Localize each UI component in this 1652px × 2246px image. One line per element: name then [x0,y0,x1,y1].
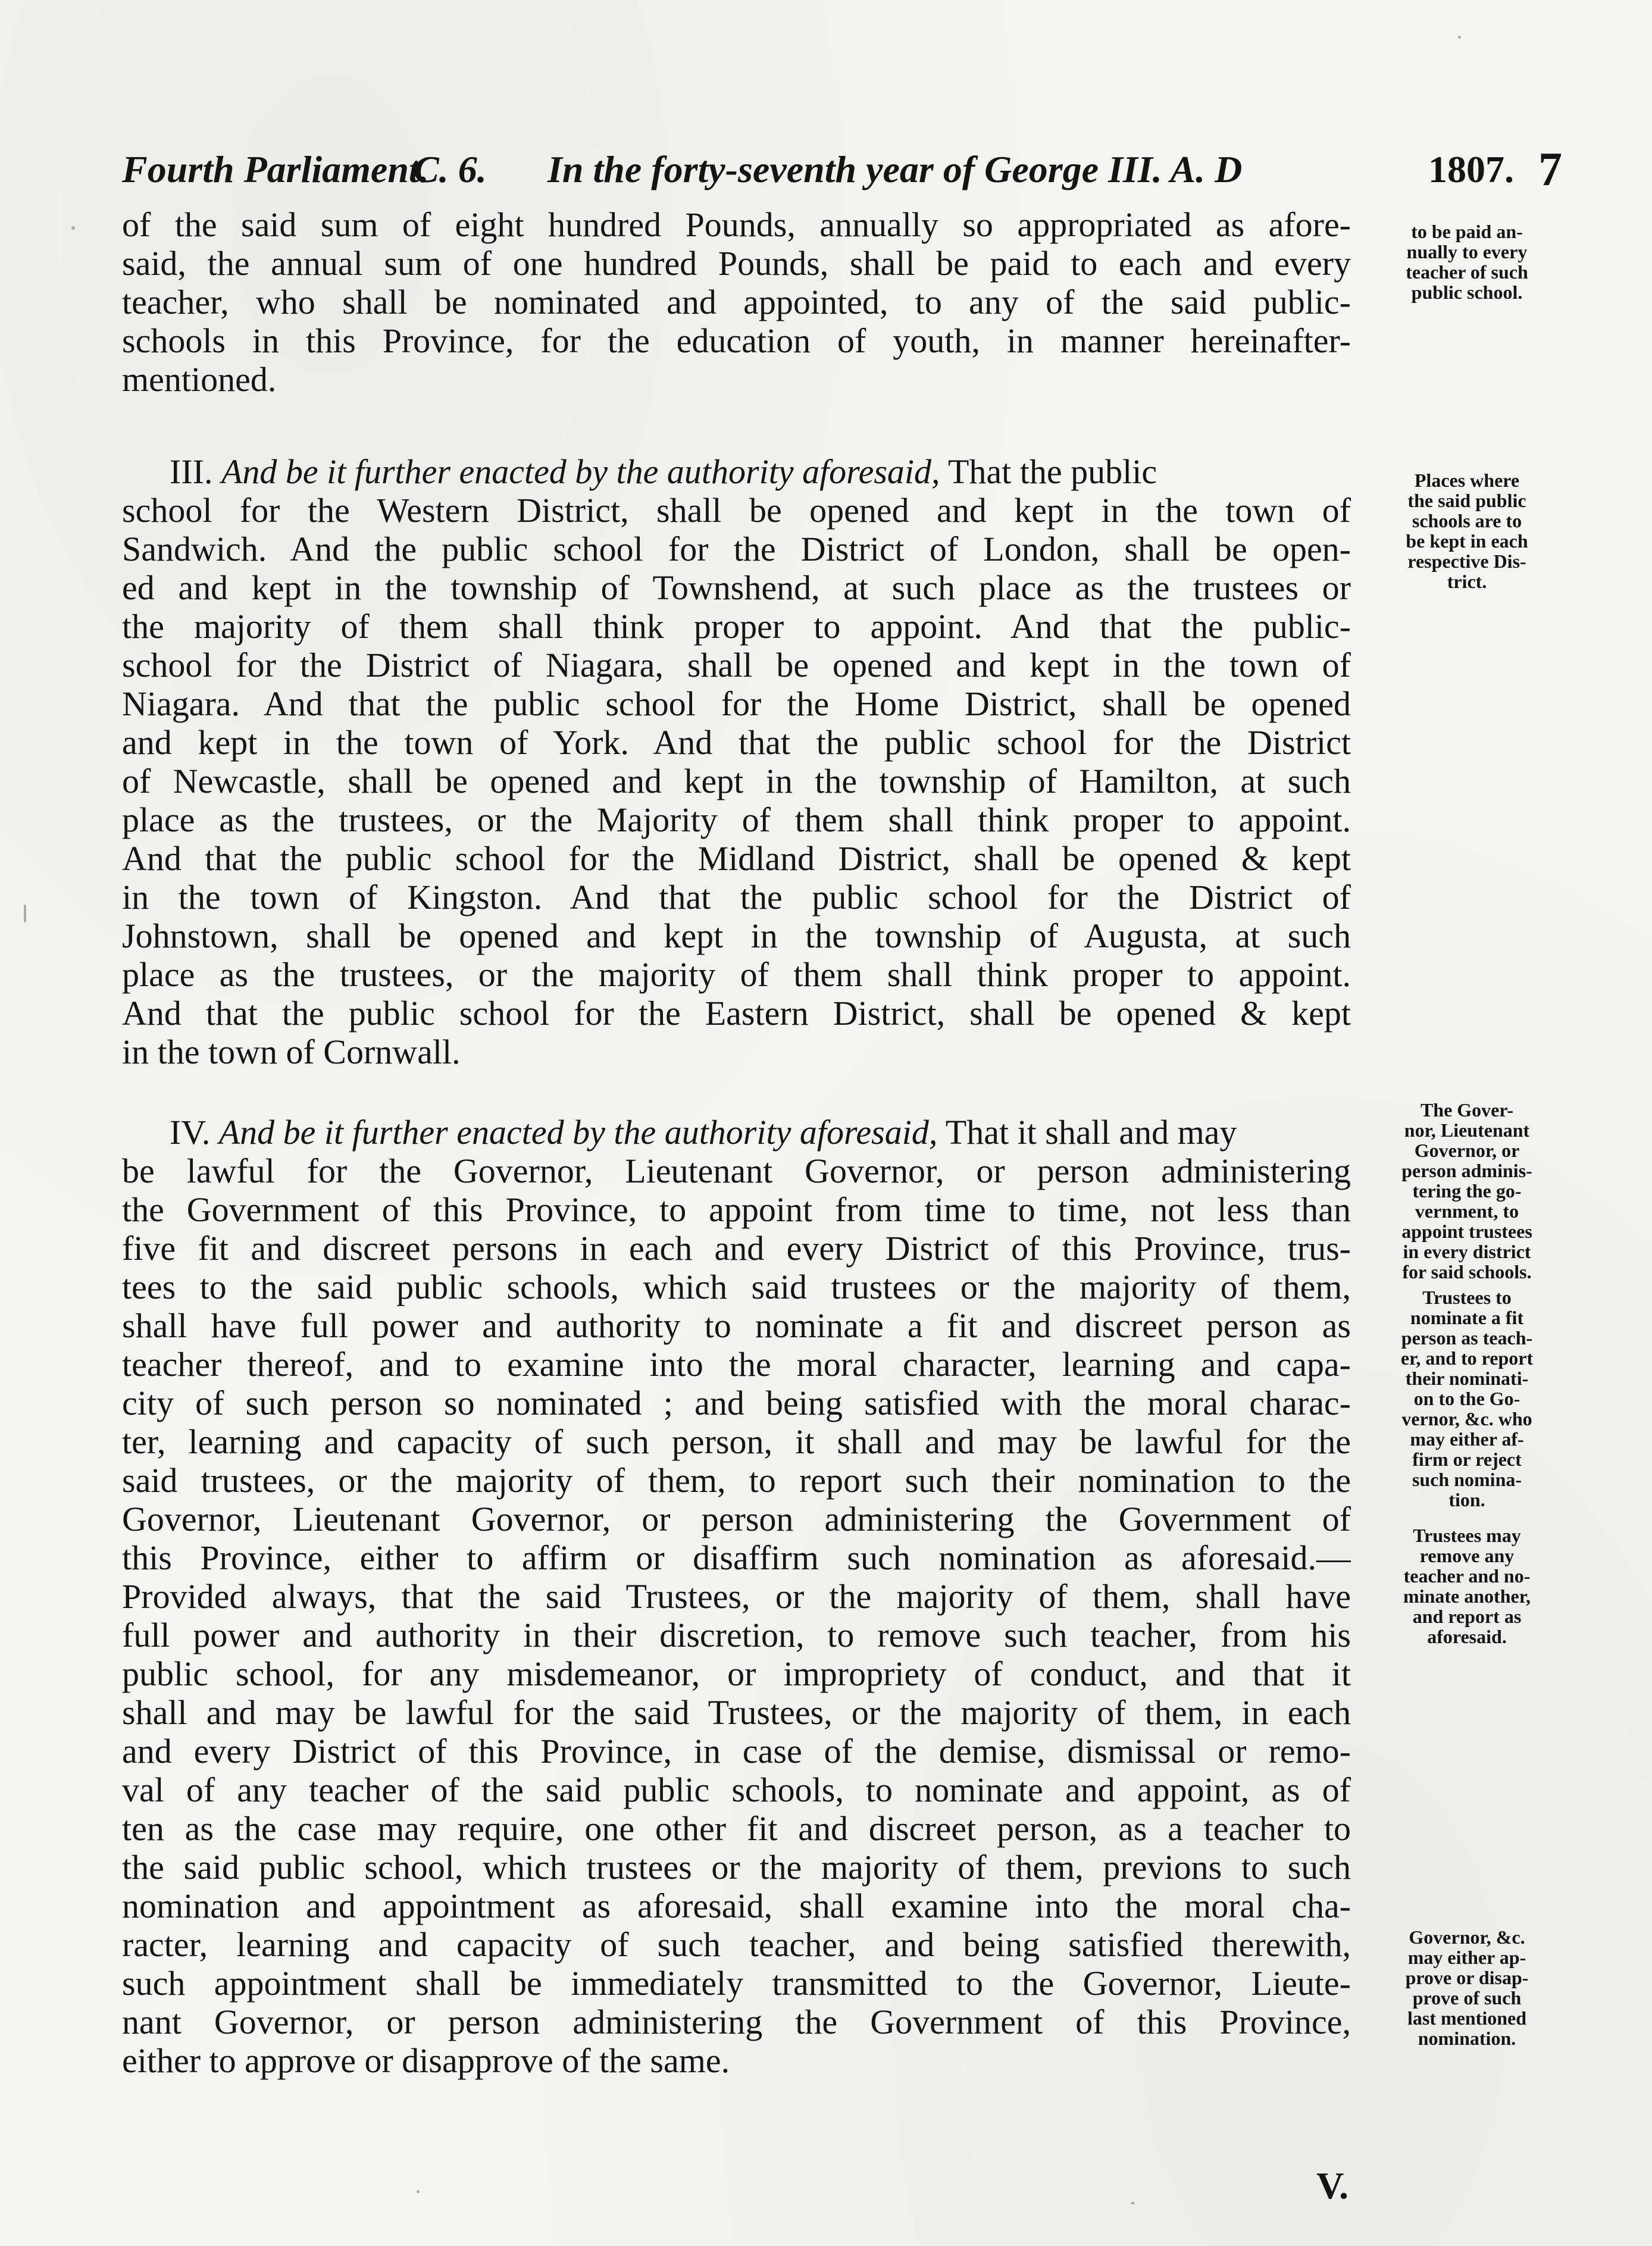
margin-note-line: prove of such [1412,1987,1522,2009]
text-line: Governor, Lieutenant Governor, or person administering the Government of [122,1500,1351,1538]
text-line: either to approve or disapprove of the same. [122,2041,730,2080]
running-head-parliament: Fourth Parliament. [122,148,429,190]
text-line: such appointment shall be immediately transmitted to the Governor, Lieute- [122,1964,1351,2003]
text-line: city of such person so nominated ; and being satisfied with the moral charac- [122,1384,1351,1422]
text-line: in the town of Kingston. And that the public school for the District of [122,878,1351,916]
section-number: III. [170,452,213,491]
text-line: And that the public school for the Eastern District, shall be opened & kept [122,994,1351,1033]
margin-note-line: person as teach- [1401,1327,1533,1349]
margin-note-line: be kept in each [1406,530,1528,552]
text-line: this Province, either to affirm or disaffirm such nomination as aforesaid.— [122,1538,1351,1577]
text-line: in the town of Cornwall. [122,1033,461,1071]
margin-note-line: er, and to report [1400,1347,1534,1369]
margin-note-line: appoint trustees [1401,1221,1532,1242]
margin-note-line: teacher of such [1406,261,1528,283]
margin-note-line: the said public [1407,490,1526,511]
margin-note-line: respective Dis- [1407,550,1526,572]
margin-note-line: and report as [1412,1606,1522,1627]
margin-note-line: remove any [1419,1545,1515,1566]
text-line: public school, for any misdemeanor, or impropriety of conduct, and that it [122,1654,1351,1693]
section-number: IV. [170,1113,211,1152]
margin-note-line: tion. [1448,1489,1485,1510]
text-line: shall and may be lawful for the said Trustees, or the majority of them, in each [122,1693,1351,1732]
text-line: said, the annual sum of one hundred Pounds, shall be paid to each and every [122,244,1351,283]
margin-note-line: tering the go- [1412,1180,1522,1202]
section-iv [122,1113,1351,2080]
enacting-clause: And be it further enacted by the authority aforesaid, [221,452,940,491]
margin-note-line: nor, Lieutenant [1404,1119,1530,1141]
running-head-regnal-year: In the forty-seventh year of George III. A. D [547,148,1243,190]
text-line: ter, learning and capacity of such person, it shall and may be lawful for the [122,1422,1351,1461]
margin-note-appoint-trustees [1363,1100,1571,1282]
print-speck [1131,2202,1135,2204]
text-line: place as the trustees, or the majority of them shall think proper to appoint. [122,955,1351,994]
text-line: tees to the said public schools, which said trustees or the majority of them, [122,1268,1351,1306]
print-speck [71,226,75,230]
margin-note-line: for said schools. [1402,1261,1532,1282]
print-speck [24,905,26,922]
margin-note-line: such nomina- [1412,1469,1522,1490]
text-line: place as the trustees, or the Majority of them shall think proper to appoint. [122,800,1351,839]
margin-note-line: prove or disap- [1405,1967,1529,1988]
text-line: ten as the case may require, one other fit and discreet person, as a teacher to [122,1809,1351,1848]
text-line: That it shall and may [945,1113,1237,1152]
text-line: mentioned. [122,360,277,399]
margin-note-line: aforesaid. [1427,1626,1507,1647]
text-line: school for the District of Niagara, shall be opened and kept in the town of [122,646,1351,684]
margin-note-remove-teacher [1363,1525,1571,1647]
margin-note-school-locations [1363,470,1571,592]
running-head-year: 1807. [1428,148,1514,190]
margin-note-line: public school. [1411,281,1523,303]
margin-note-line: nually to every [1406,241,1528,262]
margin-note-line: minate another, [1403,1585,1531,1607]
margin-note-governor-approval [1363,1927,1571,2048]
margin-note-line: person adminis- [1401,1160,1532,1181]
catchword: V. [1316,2164,1348,2207]
text-line: And that the public school for the Midland District, shall be opened & kept [122,839,1351,878]
text-line: nomination and appointment as aforesaid, shall examine into the moral cha- [122,1887,1351,1925]
margin-note-nominate-teacher [1363,1287,1571,1510]
running-head-chapter: C. 6. [414,148,487,190]
text-line: Johnstown, shall be opened and kept in the township of Augusta, at such [122,916,1351,955]
page-number: 7 [1538,143,1562,196]
print-speck [1458,36,1461,39]
margin-note-line: their nominati- [1405,1368,1529,1389]
margin-note-line: nominate a fit [1410,1307,1524,1328]
text-line: nant Governor, or person administering the Government of this Province, [122,2003,1351,2041]
text-line: of the said sum of eight hundred Pounds, annually so appropriated as afore- [122,205,1351,244]
text-line: ed and kept in the township of Townshend, at such place as the trustees or [122,568,1351,607]
text-line: the said public school, which trustees or the majority of them, previons to such [122,1848,1351,1887]
margin-note-line: schools are to [1412,510,1522,531]
margin-note-line: firm or reject [1412,1449,1522,1470]
margin-note-line: last mentioned [1407,2007,1526,2029]
margin-note-line: Governor, or [1414,1140,1520,1161]
margin-note-line: Places where [1414,470,1520,491]
text-line: of Newcastle, shall be opened and kept in the township of Hamilton, at such [122,762,1351,800]
text-line: be lawful for the Governor, Lieutenant Governor, or person administering [122,1152,1351,1190]
text-line: Provided always, that the said Trustees, or the majority of them, shall have [122,1577,1351,1616]
print-speck [417,2190,420,2193]
text-line: schools in this Province, for the education of youth, in manner hereinafter- [122,321,1351,360]
margin-note-line: may either af- [1410,1428,1524,1450]
paragraph-continuation [122,205,1351,399]
text-line: teacher thereof, and to examine into the moral character, learning and capa- [122,1345,1351,1384]
text-line: racter, learning and capacity of such teacher, and being satisfied therewith, [122,1925,1351,1964]
text-line: val of any teacher of the said public schools, to nominate and appoint, as of [122,1770,1351,1809]
section-iii [122,452,1351,1071]
margin-note-line: may either ap- [1407,1947,1526,1968]
section-iii-first-line [122,452,1351,491]
text-line: said trustees, or the majority of them, to report such their nomination to the [122,1461,1351,1500]
margin-note-line: in every district [1403,1241,1531,1262]
text-line: Sandwich. And the public school for the District of London, shall be open- [122,530,1351,568]
margin-note-line: nomination. [1418,2028,1516,2049]
text-line: and kept in the town of York. And that the public school for the District [122,723,1351,762]
margin-note-line: trict. [1447,571,1487,592]
margin-note-line: The Gover- [1420,1099,1514,1121]
margin-note-line: vernment, to [1415,1200,1519,1222]
margin-note-line: Trustees to [1422,1287,1512,1308]
text-line: teacher, who shall be nominated and appointed, to any of the said public- [122,283,1351,321]
text-line: and every District of this Province, in case of the demise, dismissal or remo- [122,1732,1351,1770]
text-line: Niagara. And that the public school for the Home District, shall be opened [122,684,1351,723]
text-line: full power and authority in their discretion, to remove such teacher, from his [122,1616,1351,1654]
margin-note-line: vernor, &c. who [1401,1408,1532,1429]
margin-note-salary [1363,221,1571,302]
text-line: shall have full power and authority to nominate a fit and discreet person as [122,1306,1351,1345]
text-line: the majority of them shall think proper to appoint. And that the public- [122,607,1351,646]
margin-note-line: on to the Go- [1413,1388,1520,1409]
margin-note-line: to be paid an- [1411,221,1523,242]
running-head [122,143,1562,196]
text-line: the Government of this Province, to appoint from time to time, not less than [122,1190,1351,1229]
margin-note-line: Trustees may [1413,1525,1521,1546]
text-line: school for the Western District, shall be opened and kept in the town of [122,491,1351,530]
enacting-clause: And be it further enacted by the authority aforesaid, [218,1113,938,1152]
margin-note-line: Governor, &c. [1409,1926,1525,1948]
margin-note-line: teacher and no- [1403,1565,1531,1587]
text-line: That the public [947,452,1157,491]
text-line: five fit and discreet persons in each and every District of this Province, trus- [122,1229,1351,1268]
section-iv-first-line [122,1113,1351,1152]
